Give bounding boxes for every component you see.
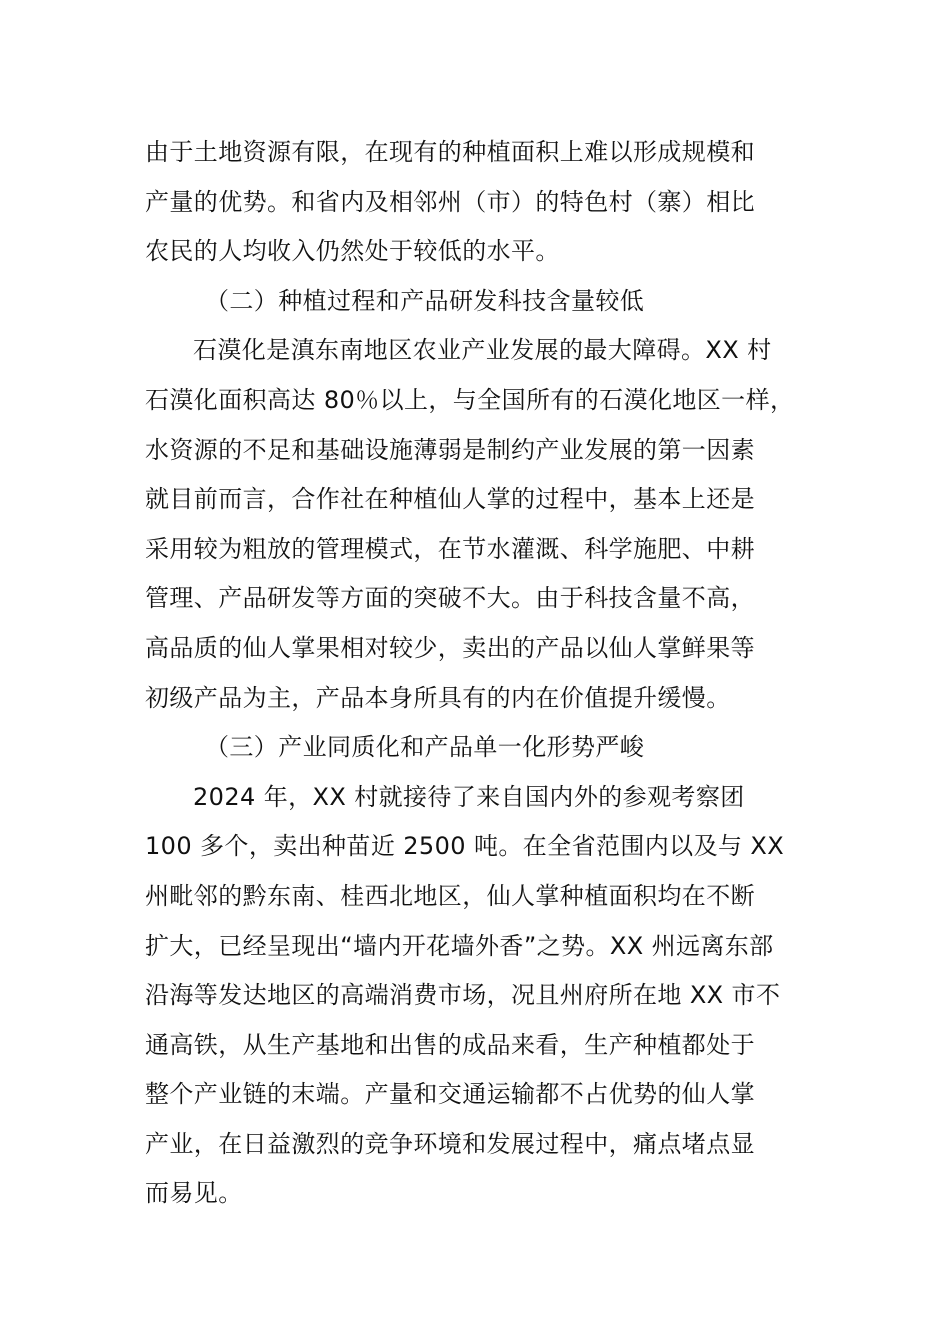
text-line: 100 多个，卖出种苗近 2500 吨。在全省范围内以及与 XX — [145, 832, 785, 861]
text-line: 产业，在日益激烈的竞争环境和发展过程中，痛点堵点显 — [145, 1129, 755, 1158]
text-line: 州毗邻的黔东南、桂西北地区，仙人掌种植面积均在不断 — [145, 881, 755, 910]
text-line: 扩大，已经呈现出“墙内开花墙外香”之势。XX 州远离东部 — [145, 931, 774, 960]
text-line: 管理、产品研发等方面的突破不大。由于科技含量不高， — [145, 584, 755, 613]
text-line: 而易见。 — [145, 1179, 243, 1208]
text-line: 农民的人均收入仍然处于较低的水平。 — [145, 237, 560, 266]
heading-text: （二）种植过程和产品研发科技含量较低 — [205, 286, 645, 315]
text-line: 初级产品为主，产品本身所具有的内在价值提升缓慢。 — [145, 683, 731, 712]
paragraph-homogenization — [145, 773, 815, 1219]
text-line: 2024 年，XX 村就接待了来自国内外的参观考察团 — [193, 782, 745, 811]
text-line: 采用较为粗放的管理模式，在节水灌溉、科学施肥、中耕 — [145, 534, 755, 563]
text-line: 就目前而言，合作社在种植仙人掌的过程中，基本上还是 — [145, 485, 755, 514]
text-line: 高品质的仙人掌果相对较少，卖出的产品以仙人掌鲜果等 — [145, 633, 755, 662]
text-line: 由于土地资源有限，在现有的种植面积上难以形成规模和 — [145, 138, 755, 166]
document-body — [145, 128, 815, 1219]
paragraph-continued — [145, 128, 815, 277]
text-line: 整个产业链的末端。产量和交通运输都不占优势的仙人掌 — [145, 1080, 755, 1109]
text-line: 石漠化是滇东南地区农业产业发展的最大障碍。XX 村 — [193, 336, 772, 365]
paragraph-tech-content — [145, 326, 815, 723]
heading-text: （三）产业同质化和产品单一化形势严峻 — [205, 733, 645, 762]
text-line: 水资源的不足和基础设施薄弱是制约产业发展的第一因素 — [145, 435, 755, 464]
text-line: 通高铁，从生产基地和出售的成品来看，生产种植都处于 — [145, 1030, 755, 1059]
section-heading-3 — [145, 723, 815, 773]
text-line: 石漠化面积高达 80％以上，与全国所有的石漠化地区一样， — [145, 385, 795, 414]
section-heading-2 — [145, 277, 815, 327]
text-line: 沿海等发达地区的高端消费市场，况且州府所在地 XX 市不 — [145, 981, 781, 1010]
text-line: 产量的优势。和省内及相邻州（市）的特色村（寨）相比 — [145, 187, 755, 216]
